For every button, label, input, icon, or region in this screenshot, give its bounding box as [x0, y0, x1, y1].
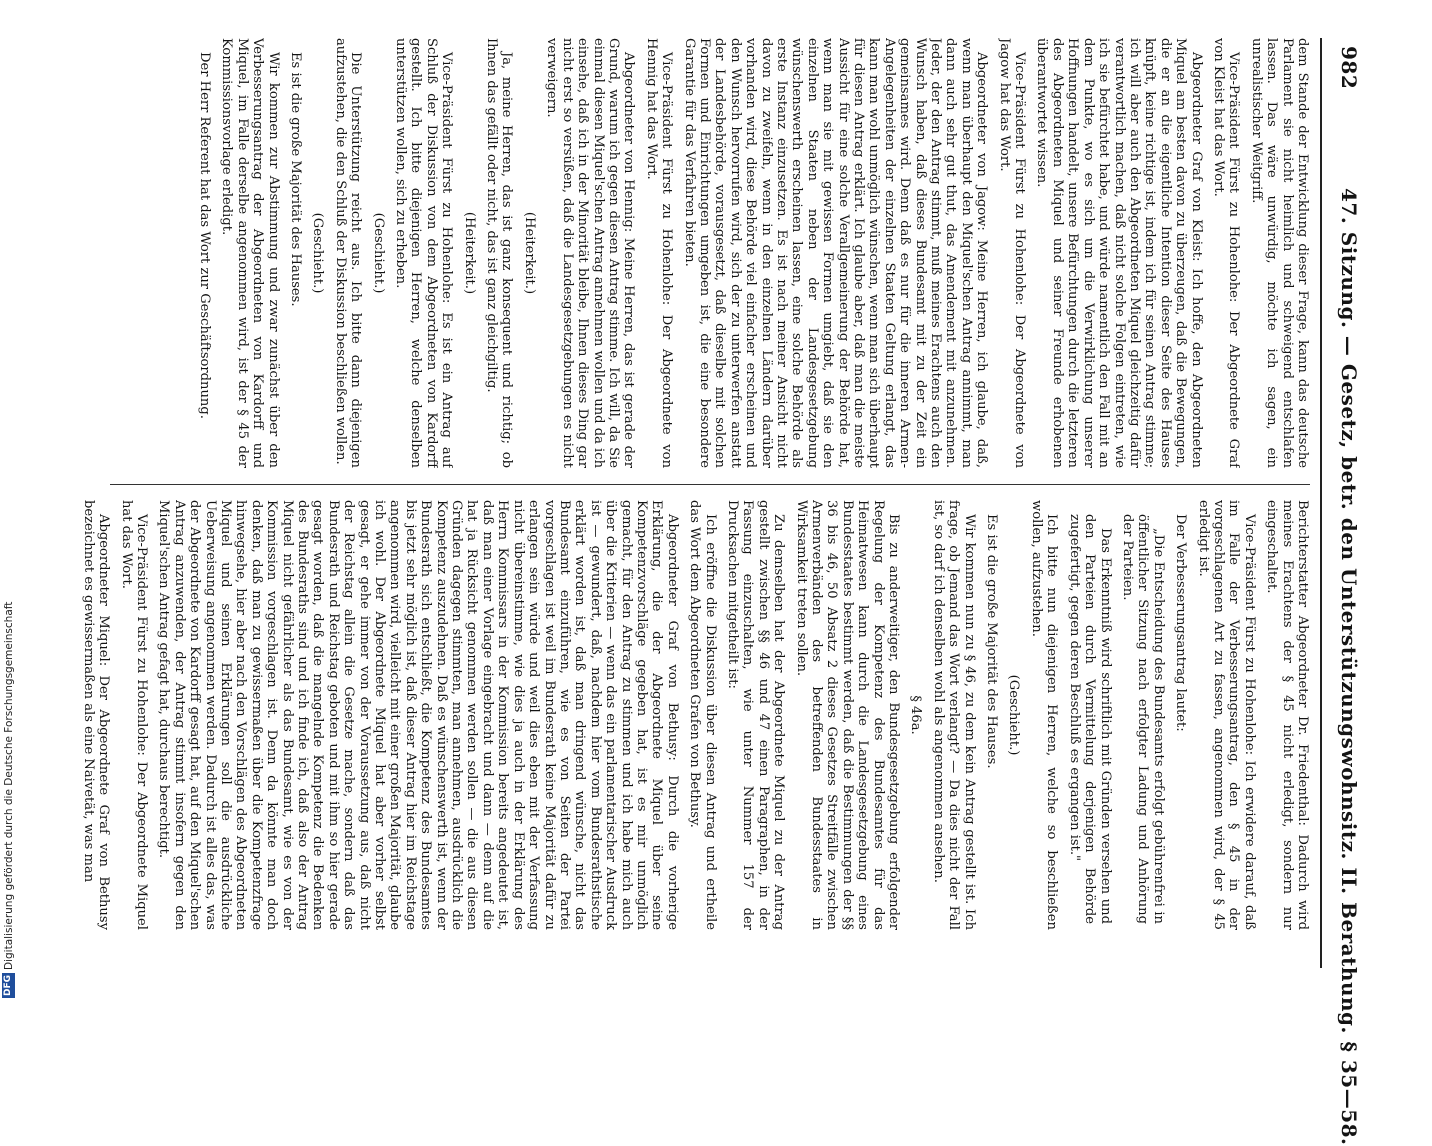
right-column-paragraph: Wir kommen nun zu § 46, zu dem kein Antrag gestellt ist. Ich frage, ob Jemand das Wort verlangt? — Da dies nicht der Fall ist, so darf ich denselben wohl als angenommen ansehen. — [930, 500, 977, 930]
right-column-paragraph: Ich bitte nun diejenigen Herren, welche so beschließen wollen, aufzustehen. — [1028, 500, 1060, 930]
left-column-paragraph: Wir kommen zur Abstimmung und zwar zunächst über den Verbesserungsantrag der Abgeordneten von Kardorff und Miquel, im Falle derselbe angenommen wird, ist der § 45 der Kommissionsvorlage erledigt. — [219, 38, 281, 468]
left-column-paragraph: Vice-Präsident Fürst zu Hohenlohe: Der Abgeordnete Graf von Kleist hat das Wort. — [1210, 38, 1242, 468]
right-column-paragraph: Das Erkenntniß wird schriftlich mit Gründen versehen und den Parteien durch Vermittelung derjenigen Behörde zugefertigt, gegen deren Beschluß es ergangen ist." — [1066, 514, 1113, 924]
left-column — [70, 38, 1310, 468]
right-column-paragraph: § 46a. — [908, 695, 924, 735]
left-column-paragraph: (Geschieht.) — [370, 212, 386, 294]
document-page — [52, 38, 1362, 1146]
right-column-paragraph: Vice-Präsident Fürst zu Hohenlohe: Der Abgeordnete Miquel hat das Wort. — [118, 500, 149, 930]
credit-text: Digitalisierung gefördert durch die Deutsche Forschungsgemeinschaft — [3, 601, 15, 970]
right-column-paragraph: Zu demselben hat der Abgeordnete Miquel zu der Antrag gestellt zwischen §§ 46 und 47 einen Paragraphen, in der Fassung einzuschalten, wie unter Nummer 157 der Drucksachen mitgetheilt ist: — [725, 500, 787, 930]
right-column-paragraph: Es ist die große Majorität des Hauses. — [984, 514, 1000, 769]
running-header — [1332, 38, 1361, 1146]
left-column-paragraph: Die Unterstützung reicht aus. Ich bitte dann diejenigen aufzustehen, die den Schluß der Diskussion beschließen wollen. — [332, 38, 364, 468]
left-column-paragraph: Es ist die große Majorität des Hauses. — [288, 52, 304, 307]
header-rule — [1320, 38, 1322, 968]
dfg-logo — [2, 973, 15, 998]
left-column-paragraph: Abgeordneter von Jagow: Meine Herren, ich glaube, daß, wenn man überhaupt den Miquel'schen Antrag annimmt, man dann auch sehr gut thut, das Amendement mit anzunehmen. Jeder, der den Antrag stimmt, muß meines Erachtens auch den Wunsch haben, daß dieses Bundesamt mit zu der Zeit ein gemeinsames wird. Denn daß es nur für die inneren Armen-Angelegenheiten der einzelnen Staaten Geltung erlangt, das kann man wohl unmöglich wünschen, wenn man sich überhaupt für diesen Antrag erklärt. Ich glaube aber, daß man die meiste Aussicht für eine solche Verallgemeinerung der Behörde hat, wenn man sie mit gewissen Formen umgiebt, daß sie den einzelnen Staaten neben der Landesgesetzgebung wünschenswerth erscheinen lassen, eine solche Behörde als erste Instanz einzusetzen. Es ist nach meiner Ansicht nicht davon zu zweifeln, wenn in den einzelnen Ländern darüber vorhanden wird, diese Behörde viel einfacher erscheinen und den Wunsch hervorrufen wird, sich der zu unterwerfen anstatt der Landesbehörde, vorausgesetzt, daß dieselbe mit solchen Formen und Einrichtungen umgeben ist, die eine besondere Garantie für das Verfahren bieten. — [681, 38, 990, 468]
right-column-paragraph: Ich eröffne die Diskussion über diesen Antrag und ertheile das Wort dem Abgeordneten Grafen von Bethusy. — [687, 500, 718, 930]
left-column-paragraph: (Geschieht.) — [310, 212, 326, 294]
dfg-logo-text: DFG — [3, 974, 13, 996]
right-column-paragraph: Abgeordneter Miquel: Der Abgeordnete Graf von Bethusy bezeichnet es gewissermaßen als eine Naivetät, was man — [80, 500, 112, 930]
right-column-paragraph: Bis zu anderweitiger, den Bundesgesetzgebung erfolgender Regelung der Kompetenz des Bundesamtes für das Heimatwesen kann durch die Landesgesetzgebung eines Bundesstaates bestimmt werden, daß die Bestimmungen der §§ 36 bis 46, 50 Absatz 2 dieses Gesetzes Streitfälle zwischen Armenverbänden des betreffenden Bundesstaates in Wirksamkeit treten sollen. — [793, 500, 902, 930]
left-column-paragraph: (Heiterkeit.) — [461, 211, 477, 295]
left-column-paragraph: dem Stande der Entwicklung dieser Frage, kann das deutsche Parlament sie nicht heimlich und schweigend entschlafen lassen. Das wäre unwürdig, möchte ich sagen, ein unrealistischer Weitgriff. — [1248, 38, 1310, 468]
right-column-paragraph: Abgeordneter Graf von Bethusy: Durch die vorherige Erklärung, die der Abgeordnete Miquel über seine Kompetenzvorschläge gegeben hat, ist es mir unmöglich gemacht, für den Antrag zu stimmen und ich habe mich auch über die Kriterien — wenn das ein parlamentarischer Ausdruck ist — gewundert, daß, nachdem hier vom Bundesrathstische erklärt worden ist, daß man dringend wünsche, nicht das Bundesamt einzuführen, wie es von Seiten der Partei vorgeschlagen ist weil im Bundesrath keine Majorität dafür zu erlangen sein würde und weil dies eben mit der Verfassung nicht übereinstimme, wie dies ja auch in der Erklärung des Herrn Kommissars in der Kommission bereits angedeutet ist, daß man einer Vorlage eingebracht und dann — denn auf die hat ja Rücksicht genommen werden sollen — die aus diesen Gründen dagegen stimmten, man annehmen, ausdrücklich die Kompetenz auszudehnen. Daß es wünschenswerth ist, wenn der Bundesrath sich entschließt, die Kompetenz des Bundesamtes bis jetzt sehr möglich ist, daß dieser Antrag hier im Reichstage angenommen wird, vielleicht mit einer großen Majorität, glaube ich wohl. Der Abgeordnete Miquel hat aber vorher selbst gesagt, er gehe immer von der Voraussetzung aus, daß nicht der Reichstag allein die Gesetze mache, sondern daß das Bundesrath und Reichstag geboten und mit ihm so hier gerade gesagt worden, daß die mangelnde Kompetenz die Bedenken des Bundesraths sind und ich finde ich, daß also der Antrag Miquel nicht gefährlicher als das Bundesamt, wie es von der Kommission vorgeschlagen ist. Denn da könnte man doch denken, daß man zu gewissermaßen über die Kompetenzfrage hinwegsehe, hier aber nach den Vorschlägen des Abgeordneten Miquel und seinen Erklärungen soll die ausdrückliche Ueberweisung angenommen werden. Dadurch ist alles das, was der Abgeordnete von Kardorff gesagt hat, auf den Miquel'schen Antrag anzuwenden, der Antrag stimmt insofern gegen den Miquel'schen Antrag gefagt hat, durchaus berechtigt. — [156, 500, 680, 930]
left-column-paragraph: Vice-Präsident Fürst zu Hohenlohe: Es ist ein Antrag auf Schluß der Diskussion von dem Abgeordneten von Kardorff gestellt. Ich bitte diejenigen Herren, welche denselben unterstützen wollen, sich zu erheben. — [393, 38, 455, 468]
page-title: 47. Sitzung. — Gesetz, betr. den Unterstützungswohnsitz. II. Berathung. § 35—58. — [1337, 188, 1361, 1146]
left-column-paragraph: Abgeordneter Graf von Kleist: Ich hoffe, den Abgeordneten Miquel am besten davon zu überzeugen, daß die Bewegungen, die er an die eigentliche Intention dieser Seite des Hauses knüpft, keine richtige ist, indem ich für seinen Antrag stimme; ich will aber auch den Abgeordneten Miquel gleichzeitig dafür verantwortlich machen, daß nicht solche Folgen eintreten, wie ich sie befürchtet habe, und würde namentlich den Fall mit an dem Punkte, wo es sich um die Verwirklichung unserer Hoffnungen handelt, unsere Befürchtungen durch die letzteren des Abgeordneten Miquel und seiner Freunde erhobenen überantwortet wissen. — [1034, 38, 1204, 468]
right-column-paragraph: Der Verbesserungsantrag lautet: — [1173, 514, 1189, 732]
digitization-credit — [2, 0, 16, 1000]
left-column-paragraph: Ja, meine Herren, das ist ganz konsequent und richtig; ob Ihnen das gefällt oder nicht, das ist ganz gleichgiltig. — [484, 38, 515, 468]
right-column-paragraph: Vice-Präsident Fürst zu Hohenlohe: Ich erwidere darauf, daß im Falle der Verbesserungsantrag, den § 45 in der vorgeschlagenen Art zu fassen, angenommen wird, der § 45 erledigt ist. — [1195, 500, 1257, 930]
left-column-paragraph: Vice-Präsident Fürst zu Hohenlohe: Der Abgeordnete von Jagow hat das Wort. — [996, 38, 1028, 468]
right-column-paragraph: Berichterstatter Abgeordneter Dr. Friedenthal: Dadurch wird meines Erachtens der § 45 nicht erledigt, sondern nur eingeschaltet. — [1264, 500, 1310, 930]
right-column-paragraph: (Geschieht.) — [1006, 674, 1022, 756]
page-number: 982 — [1337, 46, 1361, 90]
left-column-paragraph: Abgeordneter von Hennig: Meine Herren, das ist gerade der Grund, warum ich gegen diesen Antrag stimme. Ich will, da Sie einmal diesen Miquel'schen Antrag annehmen wollen und da ich einsehe, daß ich in der Minorität bleibe, Ihnen dieses Ding gar nicht erst so versüßen, daß die Landesgesetzgebungen es nicht verweigern. — [544, 38, 637, 468]
right-column — [70, 500, 1310, 930]
left-column-paragraph: (Heiterkeit.) — [521, 211, 537, 295]
right-column-paragraph: „Die Entscheidung des Bundesamts erfolgt gebührenfrei in öffentlicher Sitzung nach erfolgter Ladung und Anhörung der Parteien. — [1119, 514, 1166, 924]
left-column-paragraph: Vice-Präsident Fürst zu Hohenlohe: Der Abgeordnete von Hennig hat das Wort. — [643, 38, 675, 468]
left-column-paragraph: Der Herr Referent hat das Wort zur Geschäftsordnung. — [197, 52, 212, 419]
column-divider — [110, 484, 1310, 485]
